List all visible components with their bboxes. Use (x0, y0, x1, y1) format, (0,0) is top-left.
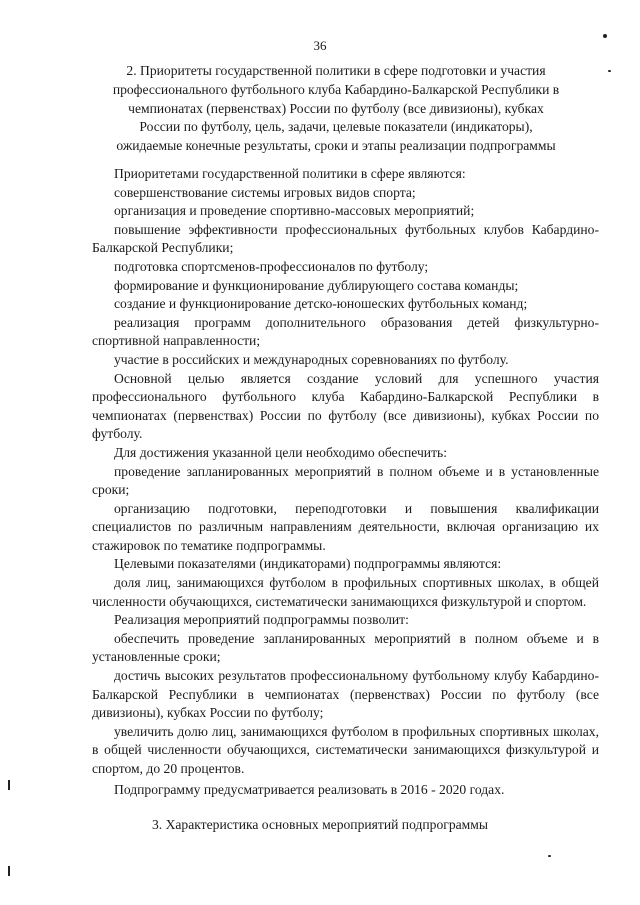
scan-edge-mark (8, 780, 10, 790)
paragraph: подготовка спортсменов-профессионалов по футболу; (114, 258, 429, 274)
scan-speck (548, 855, 551, 857)
heading-line: профессионального футбольного клуба Кабардино-Балкарской Республики в (112, 81, 560, 97)
section-3-heading: 3. Характеристика основных мероприятий подпрограммы (151, 817, 488, 832)
paragraph: организацию подготовки, переподготовки и повышения квалификации специалистов по различным направлениям деятельности, включая организацию их стажировок по тематике подпрограммы. (92, 500, 599, 553)
paragraph-expected-results: Реализация мероприятий подпрограммы позволит: (114, 612, 409, 628)
paragraph: участие в российских и международных соревнованиях по футболу. (114, 351, 509, 367)
paragraph: обеспечить проведение запланированных мероприятий в полном объеме и в установленные сроки; (92, 630, 599, 665)
heading-line: чемпионатах (первенствах) России по футболу (все дивизионы), кубках (128, 100, 544, 116)
scan-edge-mark (8, 866, 10, 876)
paragraph: реализация программ дополнительного образования детей физкультурно-спортивной направленности; (92, 314, 599, 349)
paragraph-priorities-intro: Приоритетами государственной политики в сфере являются: (114, 166, 466, 181)
heading-line: ожидаемые конечные результаты, сроки и этапы реализации подпрограммы (116, 138, 556, 154)
scan-speck (608, 70, 611, 72)
paragraph: проведение запланированных мероприятий в полном объеме и в установленные сроки; (92, 463, 599, 498)
section-2-body (92, 165, 599, 799)
paragraph: увеличить долю лиц, занимающихся футболом в профильных спортивных школах, в общей численности обучающихся, систематически занимающихся физкультурой и спортом, до 20 процентов. (92, 723, 599, 776)
paragraph: доля лиц, занимающихся футболом в профильных спортивных школах, в общей численности обучающихся, систематически занимающихся физкультурой и спортом. (92, 575, 599, 609)
paragraph-target-indicators: Целевыми показателями (индикаторами) подпрограммы являются: (114, 556, 502, 572)
paragraph: Для достижения указанной цели необходимо обеспечить: (114, 444, 447, 460)
paragraph: совершенствование системы игровых видов спорта; (114, 184, 416, 200)
paragraph: организация и проведение спортивно-массовых мероприятий; (114, 203, 475, 219)
paragraph: повышение эффективности профессиональных футбольных клубов Кабардино-Балкарской Республики; (92, 221, 599, 256)
paragraph: создание и функционирование детско-юношеских футбольных команд; (114, 296, 528, 312)
page-number: 36 (313, 38, 327, 53)
heading-line: России по футболу, цель, задачи, целевые показатели (индикаторы), (139, 119, 533, 135)
paragraph-main-goal: Основной целью является создание условий для успешного участия профессионального футбольного клуба Кабардино-Балкарской Республики в чемпионатах (первенствах) России по футболу (все дивизионы), кубках России по футболу. (92, 370, 599, 442)
paragraph-timeframe: Подпрограмму предусматривается реализовать в 2016 - 2020 годах. (114, 781, 505, 797)
paragraph: формирование и функционирование дублирующего состава команды; (114, 277, 519, 293)
heading-line: 2. Приоритеты государственной политики в сфере подготовки и участия (126, 63, 546, 78)
section-2-heading (86, 62, 586, 156)
paragraph: достичь высоких результатов профессиональному футбольному клубу Кабардино-Балкарской Республики в чемпионатах (первенствах) России по футболу (все дивизионы), кубках России по футболу; (92, 668, 599, 721)
scan-speck (603, 34, 607, 38)
